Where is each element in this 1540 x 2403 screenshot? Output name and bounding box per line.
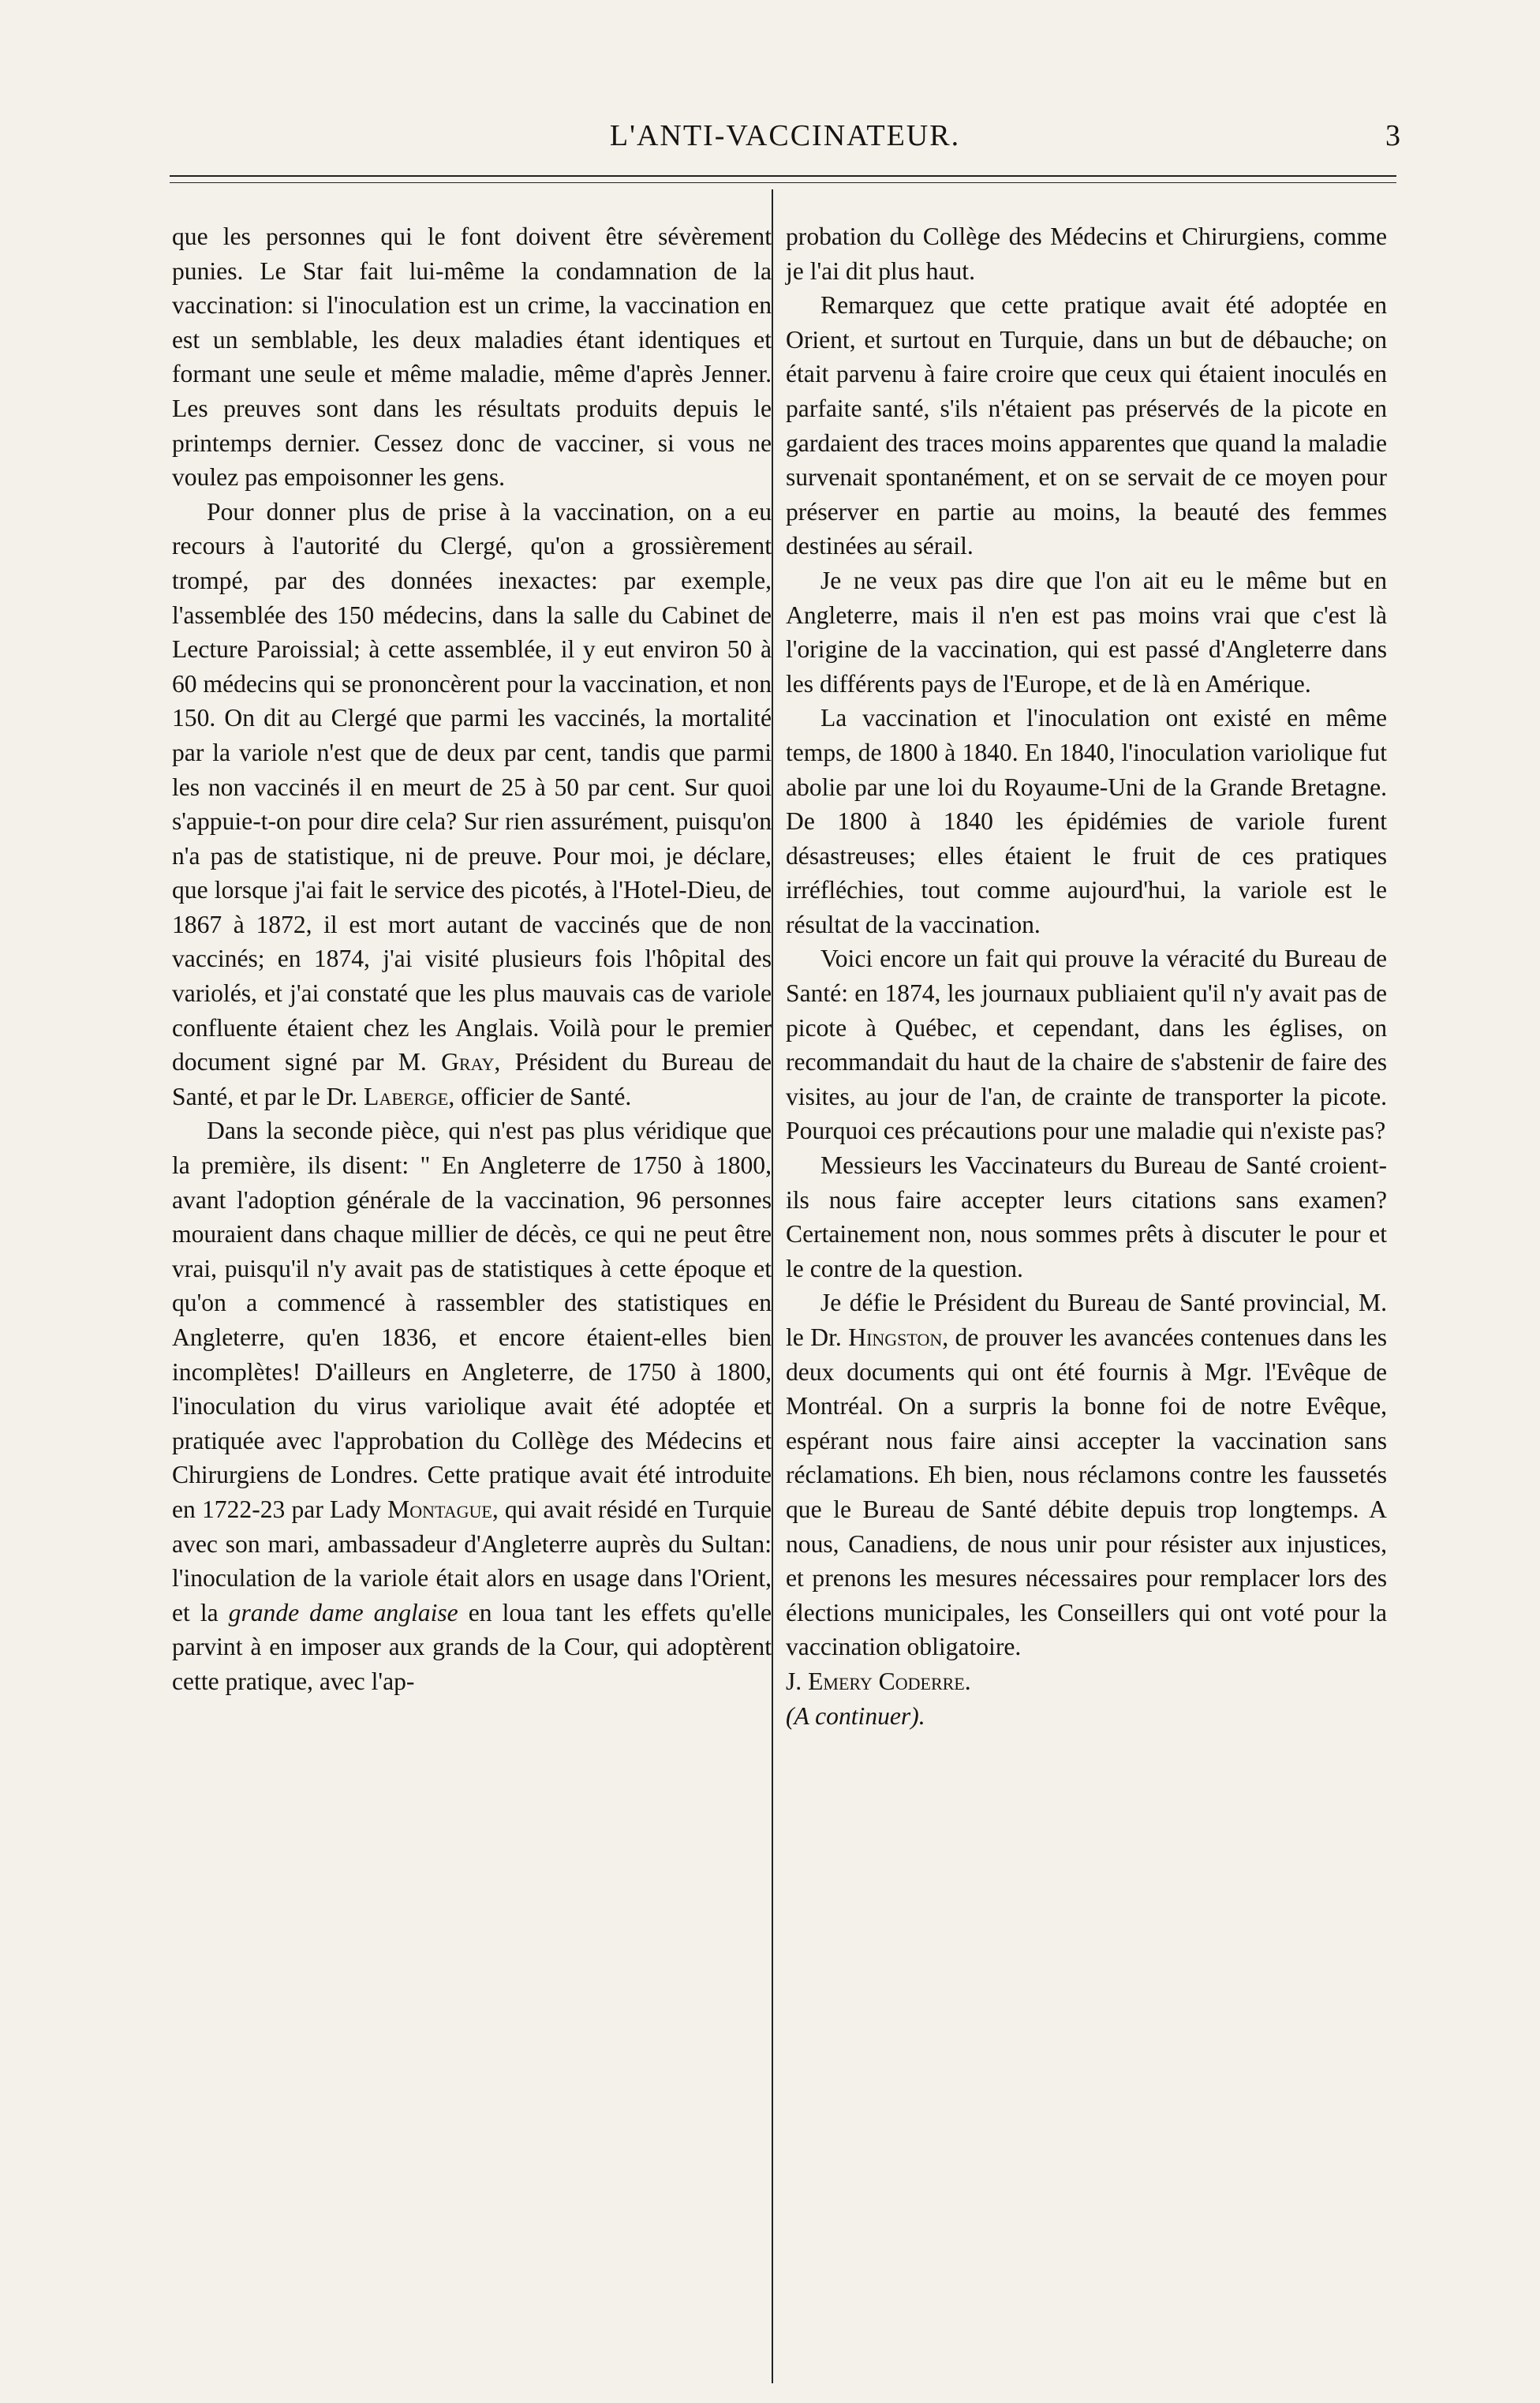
right-paragraph-3: Je ne veux pas dire que l'on ait eu le même but en Angleterre, mais il n'en est pas moins vrai que c'est là l'origine de la vaccination, qui est passé d'Angleterre dans les différents pays de l'Europe, et de là en Amérique. [786, 566, 1387, 698]
left-paragraph-3-text-a: Dans la seconde pièce, qui n'est pas plus véridique que la première, ils disent: " En Angleterre de 1750 à 1800, avant l'adoption générale de la vaccination, 96 personnes mouraient dans chaque millier de décès, ce qui ne peut être vrai, puisqu'il n'y avait pas de statistiques à cette époque et qu'on a commencé à rassembler des statistiques en Angleterre, qu'en 1836, et encore étaient-elles bien incomplètes! D'ailleurs en Angleterre, de 1750 à 1800, l'inoculation du virus variolique avait été adoptée et pratiquée avec l'approbation du Collège des Médecins et Chirurgiens de Londres. Cette pratique avait été introduite en 1722-23 par Lady [172, 1117, 772, 1523]
left-paragraph-3-text-c: en loua tant les effets qu'elle parvint à en imposer aux grands de la Cour, qui adoptèrent cette pratique, avec l'ap- [172, 1598, 772, 1695]
name-montague: Montague [387, 1495, 492, 1523]
name-gray: Gray [441, 1048, 495, 1076]
name-hingston: Hingston [848, 1323, 943, 1351]
left-paragraph-3 [172, 1114, 772, 1698]
signature [786, 1664, 1387, 1699]
page-number: 3 [1385, 119, 1400, 152]
italic-grande-dame: grande dame anglaise [228, 1598, 458, 1626]
header-rule-top [170, 175, 1396, 177]
left-paragraph-2-text-a: Pour donner plus de prise à la vaccination, on a eu recours à l'autorité du Clergé, qu'on a grossièrement trompé, par des données inexactes: par exemple, l'assemblée des 150 médecins, dans la salle du Cabinet de Lecture Paroissial; à cette assemblée, il y eut environ 50 à 60 médecins qui se prononcèrent pour la vaccination, et non 150. On dit au Clergé que parmi les vaccinés, la mortalité par la variole n'est que de deux par cent, tandis que parmi les non vaccinés il en meurt de 25 à 50 par cent. Sur quoi s'appuie-t-on pour dire cela? Sur rien assurément, puisqu'on n'a pas de statistique, ni de preuve. Pour moi, je déclare, que lorsque j'ai fait le service des picotés, à l'Hotel-Dieu, de 1867 à 1872, il est mort autant de vaccinés que de non vaccinés; en 1874, j'ai visité plusieurs fois l'hôpital des variolés, et j'ai constaté que les plus mauvais cas de variole confluente étaient chez les Anglais. Voilà pour le premier document signé par M. [172, 497, 772, 1076]
continued-note: (A continuer). [786, 1701, 925, 1730]
right-paragraph-2: Remarquez que cette pratique avait été adoptée en Orient, et surtout en Turquie, dans un but de débauche; on était parvenu à faire croire que ceux qui étaient inoculés en parfaite santé, s'ils n'étaient pas préservés de la picote en gardaient des traces moins apparentes que quand la maladie survenait spontanément, et on se servait de ce moyen pour préserver en partie au moins, la beauté des femmes destinées au sérail. [786, 291, 1387, 560]
signature-initial: J. [786, 1667, 802, 1695]
running-title: L'ANTI-VACCINATEUR. [609, 119, 961, 152]
left-paragraph-3-text-b: , qui avait résidé en Turquie avec son mari, ambassadeur d'Angleterre auprès du Sultan: l'inoculation de la variole était alors en usage dans l'Orient, et la [172, 1495, 772, 1626]
page-header [154, 118, 1416, 166]
right-paragraph-1: probation du Collège des Médecins et Chirurgiens, comme je l'ai dit plus haut. [786, 223, 1387, 285]
left-paragraph-2 [172, 495, 772, 1114]
name-laberge: Laberge [364, 1082, 449, 1110]
right-paragraph-5: Voici encore un fait qui prouve la véracité du Bureau de Santé: en 1874, les journaux publiaient qu'il n'y avait pas de picote à Québec, et cependant, dans les églises, on recommandait du haut de la chaire de s'abstenir de faire des visites, au jour de l'an, de crainte de transporter la picote. Pourquoi ces précautions pour une maladie qui n'existe pas? [786, 945, 1387, 1145]
left-paragraph-2-text-c: , officier de Santé. [448, 1082, 632, 1110]
column-divider [772, 189, 773, 2383]
signature-name: Emery Coderre. [808, 1667, 971, 1695]
left-column [172, 219, 772, 1699]
right-paragraph-7-text-b: , de prouver les avancées contenues dans les deux documents qui ont été fournis à Mgr. l'Evêque de Montréal. On a surpris la bonne foi de notre Evêque, espérant nous faire ainsi accepter la vaccination sans réclamations. Eh bien, nous réclamons contre les faussetés que le Bureau de Santé débite depuis trop longtemps. A nous, Canadiens, de nous unir pour résister aux injustices, et prenons les mesures nécessaires pour remplacer lors des élections municipales, les Conseillers qui ont voté pour la vaccination obligatoire. [786, 1323, 1387, 1661]
right-column [786, 219, 1387, 1733]
header-rule-bottom [170, 182, 1396, 183]
left-paragraph-1: que les personnes qui le font doivent être sévèrement punies. Le Star fait lui-même la condamnation de la vaccination: si l'inoculation est un crime, la vaccination en est un semblable, les deux maladies étant identiques et formant une seule et même maladie, même d'après Jenner. Les preuves sont dans les résultats produits depuis le printemps dernier. Cessez donc de vacciner, si vous ne voulez pas empoisonner les gens. [172, 223, 772, 492]
right-paragraph-7 [786, 1286, 1387, 1664]
right-paragraph-7-text-a: Je défie le Président du Bureau de Santé provincial, M. le Dr. [786, 1289, 1387, 1351]
right-paragraph-6: Messieurs les Vaccinateurs du Bureau de Santé croient-ils nous faire accepter leurs citations sans examen? Certainement non, nous sommes prêts à discuter le pour et le contre de la question. [786, 1151, 1387, 1282]
left-paragraph-2-text-b: , Président du Bureau de Santé, et par le Dr. [172, 1048, 772, 1110]
right-paragraph-4: La vaccination et l'inoculation ont existé en même temps, de 1800 à 1840. En 1840, l'inoculation variolique fut abolie par une loi du Royaume-Uni de la Grande Bretagne. De 1800 à 1840 les épidémies de variole furent désastreuses; elles étaient le fruit de ces pratiques irréfléchies, tout comme aujourd'hui, la variole est le résultat de la vaccination. [786, 704, 1387, 938]
